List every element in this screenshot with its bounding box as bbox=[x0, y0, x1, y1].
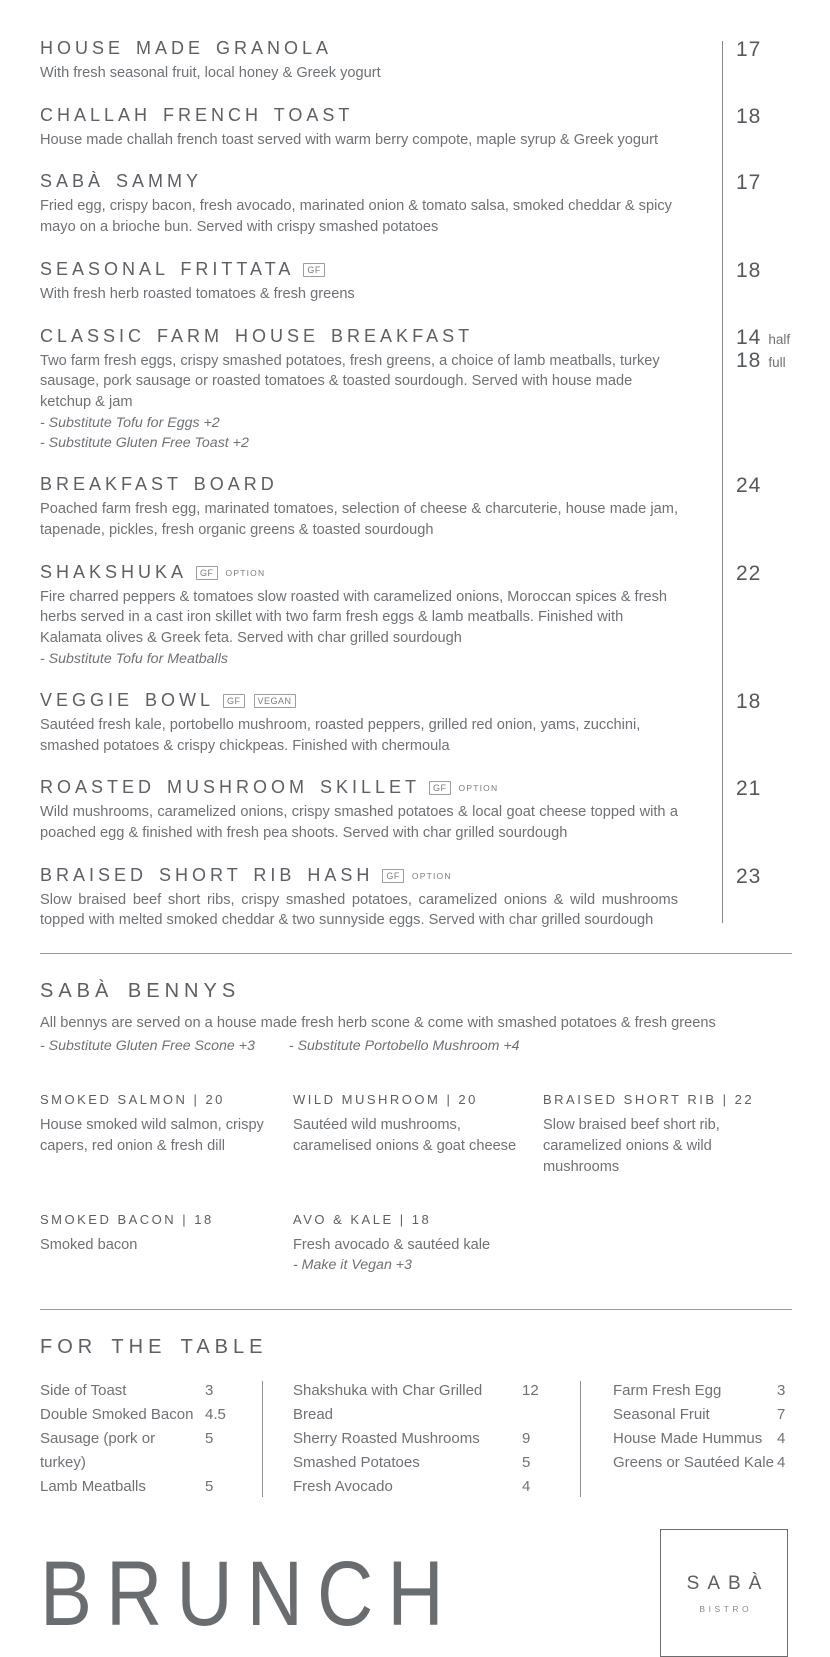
column-divider-line bbox=[580, 1381, 581, 1497]
table-item-label: Sausage (pork or turkey) bbox=[40, 1430, 156, 1472]
table-row bbox=[613, 1427, 792, 1451]
section-divider bbox=[40, 1309, 792, 1310]
menu-item-body bbox=[40, 171, 700, 237]
price-number: 22 bbox=[736, 561, 762, 585]
table-item-price: 12 bbox=[522, 1382, 539, 1400]
price-unit: half bbox=[768, 331, 791, 347]
benny-item bbox=[293, 1092, 543, 1177]
menu-item-body bbox=[40, 865, 700, 931]
menu-item-title-row bbox=[40, 562, 678, 583]
table-item-price: 5 bbox=[205, 1478, 214, 1496]
main-items bbox=[40, 38, 792, 931]
menu-name: BRUNCH bbox=[40, 1541, 458, 1646]
menu-item-price bbox=[700, 474, 792, 540]
table-row bbox=[40, 1427, 262, 1475]
price-unit: full bbox=[768, 354, 786, 370]
table-item-label: House Made Hummus bbox=[613, 1430, 763, 1448]
gf-badge: GF bbox=[382, 869, 404, 883]
badge-row bbox=[373, 868, 451, 885]
menu-item bbox=[40, 690, 792, 756]
menu-item-body bbox=[40, 777, 700, 843]
main-section bbox=[40, 38, 792, 931]
vegan-badge: VEGAN bbox=[254, 694, 296, 708]
menu-item-title-row bbox=[40, 690, 678, 711]
menu-item bbox=[40, 474, 792, 540]
benny-description: Smoked bacon bbox=[40, 1236, 138, 1253]
table-item-price: 5 bbox=[205, 1430, 214, 1448]
table-item-price: 3 bbox=[777, 1382, 786, 1400]
saba-bistro-logo bbox=[660, 1529, 788, 1657]
menu-item bbox=[40, 777, 792, 843]
table-item-label: Sherry Roasted Mushrooms bbox=[293, 1430, 480, 1448]
price-number: 21 bbox=[736, 777, 762, 801]
table-row bbox=[613, 1451, 792, 1475]
table-column bbox=[293, 1379, 580, 1499]
menu-item-description: With fresh seasonal fruit, local honey & Greek yogurt bbox=[40, 65, 381, 81]
table-item-price: 9 bbox=[522, 1430, 531, 1448]
menu-item bbox=[40, 38, 792, 84]
price-number: 17 bbox=[736, 38, 762, 61]
price-divider-line bbox=[722, 41, 723, 923]
menu-item-description: Fried egg, crispy bacon, fresh avocado, marinated onion & tomato salsa, smoked cheddar & spicy mayo on a brioche bun. Served with crispy smashed potatoes bbox=[40, 198, 672, 236]
table-item-label: Double Smoked Bacon bbox=[40, 1406, 194, 1424]
table-row bbox=[293, 1427, 580, 1451]
table-row bbox=[40, 1403, 262, 1427]
menu-item bbox=[40, 171, 792, 237]
column-divider-line bbox=[262, 1381, 263, 1497]
table-item-label: Shakshuka with Char Grilled Bread bbox=[293, 1382, 483, 1424]
for-the-table-title: FOR THE TABLE bbox=[40, 1336, 268, 1359]
menu-item-price bbox=[700, 259, 792, 305]
table-item-label: Lamb Meatballs bbox=[40, 1478, 146, 1496]
menu-item-title-row bbox=[40, 259, 678, 280]
benny-description: House smoked wild salmon, crispy capers, red onion & fresh dill bbox=[40, 1117, 264, 1155]
table-item-label: Seasonal Fruit bbox=[613, 1406, 710, 1424]
menu-item-title-row bbox=[40, 865, 678, 886]
menu-item-description: Wild mushrooms, caramelized onions, crispy smashed potatoes & local goat cheese topped with a poached egg & finished with fresh pea shoots. Served with char grilled sourdough bbox=[40, 804, 678, 841]
bennys-section bbox=[40, 980, 792, 1275]
menu-item-body bbox=[40, 326, 700, 453]
menu-item-price bbox=[700, 326, 792, 453]
menu-item bbox=[40, 326, 792, 453]
substitution-line: - Substitute Tofu for Meatballs bbox=[40, 650, 228, 667]
price-line bbox=[736, 326, 792, 349]
gf-badge: GF bbox=[223, 694, 245, 708]
benny-item bbox=[40, 1092, 293, 1177]
menu-item-price bbox=[700, 105, 792, 151]
option-label: OPTION bbox=[411, 870, 452, 881]
menu-item-title: SABÀ SAMMY bbox=[40, 171, 203, 192]
menu-item bbox=[40, 259, 792, 305]
menu-item-title: SEASONAL FRITTATA bbox=[40, 258, 295, 279]
logo-name: SABÀ bbox=[686, 1572, 770, 1594]
gf-badge: GF bbox=[303, 263, 325, 277]
menu-item-description: With fresh herb roasted tomatoes & fresh greens bbox=[40, 285, 355, 302]
table-row bbox=[613, 1403, 792, 1427]
price-number: 18 bbox=[736, 104, 762, 128]
benny-name: BRAISED SHORT RIB | 22 bbox=[543, 1092, 755, 1108]
gf-badge: GF bbox=[196, 566, 218, 580]
for-the-table-section bbox=[40, 1336, 792, 1499]
substitution-line: - Make it Vegan +3 bbox=[293, 1257, 412, 1274]
bennys-substitutions bbox=[40, 1036, 792, 1056]
menu-item bbox=[40, 562, 792, 669]
for-the-table-columns bbox=[40, 1379, 792, 1499]
gf-badge: GF bbox=[429, 781, 451, 795]
price-number: 17 bbox=[736, 171, 762, 195]
benny-description: Slow braised beef short rib, caramelized onions & wild mushrooms bbox=[543, 1117, 720, 1175]
menu-item bbox=[40, 105, 792, 151]
table-row bbox=[613, 1379, 792, 1403]
benny-description: Fresh avocado & sautéed kale bbox=[293, 1236, 491, 1253]
menu-item-price bbox=[700, 865, 792, 931]
benny-name: SMOKED BACON | 18 bbox=[40, 1211, 214, 1227]
menu-item-title: SHAKSHUKA bbox=[40, 561, 188, 582]
badge-row bbox=[294, 262, 325, 279]
menu-item-title: ROASTED MUSHROOM SKILLET bbox=[40, 777, 421, 798]
table-item-label: Side of Toast bbox=[40, 1382, 127, 1400]
benny-item bbox=[293, 1212, 543, 1276]
menu-item-body bbox=[40, 38, 700, 84]
table-item-price: 5 bbox=[522, 1454, 531, 1472]
table-row bbox=[293, 1451, 580, 1475]
table-item-label: Greens or Sautéed Kale bbox=[613, 1454, 774, 1472]
menu-item-title-row bbox=[40, 474, 678, 495]
menu-item-price bbox=[700, 690, 792, 756]
table-row bbox=[40, 1475, 262, 1499]
menu-item-title: CLASSIC FARM HOUSE BREAKFAST bbox=[40, 325, 474, 346]
substitution-line: - Substitute Gluten Free Toast +2 bbox=[40, 434, 249, 451]
price-number: 18 bbox=[736, 348, 762, 372]
substitution-line: - Substitute Tofu for Eggs +2 bbox=[40, 414, 220, 431]
menu-item-title: BRAISED SHORT RIB HASH bbox=[40, 864, 374, 885]
price-number: 23 bbox=[736, 864, 762, 888]
bennys-grid bbox=[40, 1092, 792, 1275]
menu-item-title-row bbox=[40, 326, 678, 347]
menu-item-title-row bbox=[40, 38, 678, 59]
menu-item-description: Poached farm fresh egg, marinated tomatoes, selection of cheese & charcuterie, house made jam, tapenade, pickles, fresh organic greens & toasted sourdough bbox=[40, 501, 678, 538]
table-column bbox=[613, 1379, 792, 1499]
footer bbox=[40, 1529, 792, 1657]
table-item-price: 4 bbox=[522, 1478, 531, 1496]
menu-item-price bbox=[700, 777, 792, 843]
substitution-list bbox=[40, 649, 678, 669]
menu-item-body bbox=[40, 105, 700, 151]
menu-item-body bbox=[40, 259, 700, 305]
logo-subtitle: BISTRO bbox=[699, 1603, 753, 1614]
bennys-section-title: SABÀ BENNYS bbox=[40, 980, 241, 1003]
menu-item bbox=[40, 865, 792, 931]
price-number: 14 bbox=[736, 325, 762, 349]
table-item-label: Farm Fresh Egg bbox=[613, 1382, 722, 1400]
benny-item bbox=[543, 1092, 792, 1177]
menu-item-body bbox=[40, 690, 700, 756]
menu-item-body bbox=[40, 562, 700, 669]
menu-item-price bbox=[700, 171, 792, 237]
option-label: OPTION bbox=[225, 567, 266, 578]
bennys-intro: All bennys are served on a house made fresh herb scone & come with smashed potatoes & fresh greens bbox=[40, 1015, 716, 1032]
substitution-line: - Substitute Gluten Free Scone +3 bbox=[40, 1038, 255, 1055]
option-label: OPTION bbox=[458, 783, 499, 794]
menu-item-description: House made challah french toast served with warm berry compote, maple syrup & Greek yogurt bbox=[40, 131, 659, 148]
price-number: 18 bbox=[736, 258, 762, 282]
menu-item-body bbox=[40, 474, 700, 540]
menu-item-title-row bbox=[40, 171, 678, 192]
menu-item-description: Fire charred peppers & tomatoes slow roasted with caramelized onions, Moroccan spices & fresh herbs served in a cast iron skillet with two farm fresh eggs & lamb meatballs. Finished with Kalamata olives & Greek feta. Served with char grilled sourdough bbox=[40, 588, 668, 646]
menu-item-title-row bbox=[40, 105, 678, 126]
price-line bbox=[736, 349, 792, 372]
price-number: 24 bbox=[736, 474, 762, 498]
price-number: 18 bbox=[736, 689, 762, 713]
benny-description: Sautéed wild mushrooms, caramelised onions & goat cheese bbox=[293, 1117, 517, 1155]
table-item-price: 3 bbox=[205, 1382, 214, 1400]
menu-item-price bbox=[700, 38, 792, 84]
table-item-price: 4 bbox=[777, 1430, 786, 1448]
menu-item-description: Two farm fresh eggs, crispy smashed potatoes, fresh greens, a choice of lamb meatballs, turkey sausage, pork sausage or roasted tomatoes & toasted sourdough. Served with house made ketchup & jam bbox=[40, 352, 660, 411]
badge-row bbox=[214, 693, 296, 710]
table-item-label: Fresh Avocado bbox=[293, 1478, 393, 1496]
benny-name: WILD MUSHROOM | 20 bbox=[293, 1092, 478, 1108]
table-row bbox=[293, 1379, 580, 1427]
menu-item-title: HOUSE MADE GRANOLA bbox=[40, 38, 333, 58]
menu-item-description: Slow braised beef short ribs, crispy smashed potatoes, caramelized onions & wild mushrooms topped with melted smoked cheddar & two sunnyside eggs. Served with char grilled sourdough bbox=[40, 891, 678, 929]
table-row bbox=[293, 1475, 580, 1499]
substitution-line: - Substitute Portobello Mushroom +4 bbox=[288, 1038, 520, 1055]
menu-item-title: VEGGIE BOWL bbox=[40, 689, 215, 710]
menu-item-title-row bbox=[40, 777, 678, 798]
benny-name: SMOKED SALMON | 20 bbox=[40, 1092, 225, 1108]
menu-item-description: Sautéed fresh kale, portobello mushroom, roasted peppers, grilled red onion, yams, zucchini, smashed potatoes & crispy chickpeas. Finished with chermoula bbox=[40, 716, 641, 754]
benny-item bbox=[40, 1212, 293, 1276]
benny-name: AVO & KALE | 18 bbox=[293, 1211, 432, 1227]
section-divider bbox=[40, 953, 792, 954]
menu-item-title: CHALLAH FRENCH TOAST bbox=[40, 104, 354, 125]
table-column bbox=[40, 1379, 262, 1499]
table-item-price: 4 bbox=[777, 1454, 786, 1472]
substitution-list bbox=[40, 413, 678, 453]
menu-item-title: BREAKFAST BOARD bbox=[40, 474, 278, 495]
table-item-price: 7 bbox=[777, 1406, 786, 1424]
table-item-price: 4.5 bbox=[205, 1406, 226, 1424]
badge-row bbox=[420, 780, 498, 797]
table-row bbox=[40, 1379, 262, 1403]
menu-item-price bbox=[700, 562, 792, 669]
table-item-label: Smashed Potatoes bbox=[293, 1454, 420, 1472]
badge-row bbox=[187, 565, 265, 582]
